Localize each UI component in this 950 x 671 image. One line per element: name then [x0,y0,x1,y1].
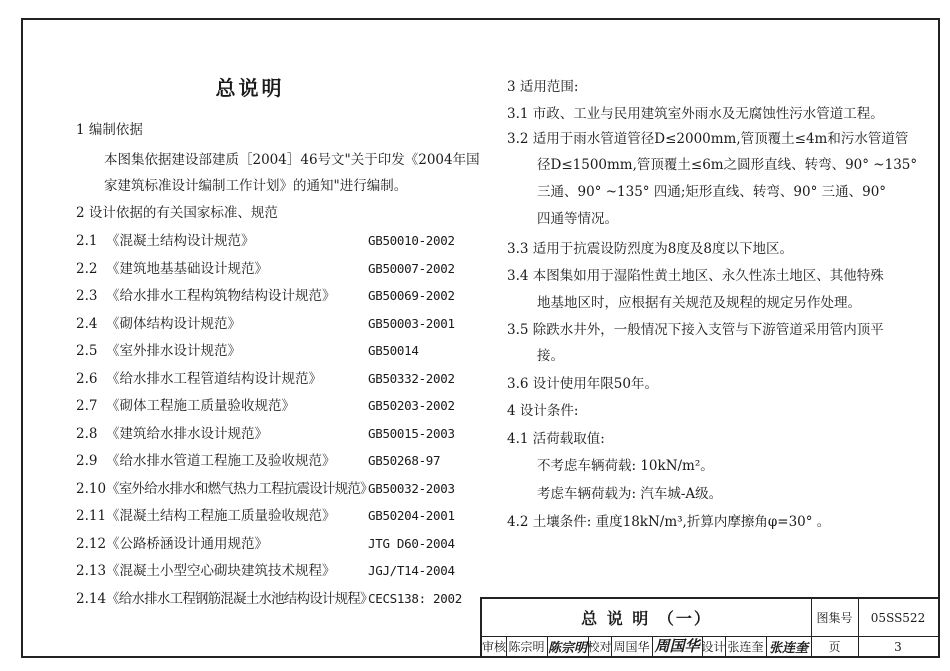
standard-code: CECS138: 2002 [368,590,462,606]
standard-name: 《混凝土小型空心砌块建筑技术规程》 [106,563,336,579]
standard-name: 《室外排水设计规范》 [106,343,241,359]
standard-code: GB50332-2002 [368,370,455,386]
standard-row [76,562,456,580]
standard-row [76,507,456,525]
reviewer-name: 陈宗明 [508,640,545,654]
section-1-text-line1: 本图集依据建设部建质［2004］46号文"关于印发《2004年国 [104,152,480,168]
standard-number: 2.3 [76,288,98,304]
standard-name: 《给水排水工程构筑物结构设计规范》 [106,288,336,304]
page-title: 总说明 [215,76,285,100]
standard-name: 《给水排水工程钢筋混凝土水池结构设计规程》 [106,590,373,607]
standard-code: GB50014 [368,343,419,358]
standard-code: JTG D60-2004 [368,535,455,551]
page-label: 页 [828,640,841,654]
standard-row [76,480,456,498]
standard-name: 《混凝土结构工程施工质量验收规范》 [106,508,336,524]
item-3-3: 3.3 适用于抗震设防烈度为8度及8度以下地区。 [507,241,793,257]
standard-number: 2.4 [76,315,98,332]
item-3-6: 3.6 设计使用年限50年。 [507,376,658,392]
section-3-heading: 3 适用范围: [507,79,579,95]
standard-name: 《建筑给水排水设计规范》 [106,425,268,442]
standard-number: 2.9 [76,453,98,469]
atlas-number: 05SS522 [870,610,926,625]
review-label: 审核 [482,640,507,654]
standard-row [76,452,456,470]
standard-code: GB50204-2001 [368,508,455,523]
standard-name: 《公路桥涵设计通用规范》 [106,535,268,552]
standard-code: GB50032-2003 [368,480,455,496]
standard-code: JGJ/T14-2004 [368,563,455,578]
page-number: 3 [894,639,902,654]
standard-row [76,287,456,305]
section-2-heading: 2 设计依据的有关国家标准、规范 [76,205,278,221]
item-3-2-line2: 径D≤1500mm,管顶覆土≤6m之圆形直线、转弯、90° ~135° [537,157,918,173]
standard-number: 2.14 [76,590,107,607]
item-3-2-line3: 三通、90° ~135° 四通;矩形直线、转弯、90° 三通、90° [537,184,887,200]
item-3-1: 3.1 市政、工业与民用建筑室外雨水及无腐蚀性污水管道工程。 [507,106,884,122]
standard-row [76,425,456,443]
item-4-1-b: 考虑车辆荷载为: 汽车城-A级。 [537,486,723,502]
standard-row [76,315,456,333]
designer-signature: 张连奎 [768,641,808,656]
standard-row [76,370,456,388]
standard-number: 2.7 [76,398,98,414]
standard-number: 2.13 [76,563,107,579]
standard-number: 2.5 [76,343,98,359]
standard-number: 2.1 [76,233,98,249]
standard-row [76,260,456,278]
atlas-label: 图集号 [816,611,853,625]
item-3-4-line2: 地基地区时，应根据有关规范及规程的规定另作处理。 [537,295,861,311]
drawing-title: 总 说 明 （一） [581,609,712,628]
item-3-5-line2: 接。 [537,348,564,364]
check-label: 校对 [587,640,612,654]
item-3-2-line4: 四通等情况。 [537,211,618,227]
standard-name: 《砌体结构设计规范》 [106,315,241,332]
item-4-2: 4.2 土壤条件: 重度18kN/m³,折算内摩擦角φ=30° 。 [507,514,831,530]
checker-name: 周国华 [613,640,650,654]
section-4-heading: 4 设计条件: [507,403,579,419]
standard-row [76,535,456,553]
standard-row [76,590,462,608]
item-4-1: 4.1 活荷载取值: [507,431,605,447]
item-3-4-line1: 3.4 本图集如用于湿陷性黄土地区、永久性冻土地区、其他特殊 [507,268,884,284]
standard-number: 2.6 [76,370,98,387]
section-1-text-line2: 家建筑标准设计编制工作计划》的通知"进行编制。 [104,178,408,194]
standard-name: 《给水排水工程管道结构设计规范》 [106,370,322,387]
reviewer-signature: 陈宗明 [547,641,587,656]
standard-number: 2.12 [76,535,107,552]
standard-name: 《混凝土结构设计规范》 [106,233,255,249]
title-block [480,597,938,657]
item-4-1-a: 不考虑车辆荷载: 10kN/m²。 [537,458,714,474]
section-1-heading: 1 编制依据 [76,122,143,138]
standard-code: GB50203-2002 [368,398,455,413]
standard-name: 《建筑地基基础设计规范》 [106,260,268,277]
designer-name: 张连奎 [727,640,764,654]
standard-number: 2.11 [76,508,107,524]
standard-code: GB50007-2002 [368,260,455,276]
checker-signature: 周国华 [654,637,700,655]
standard-name: 《室外给水排水和燃气热力工程抗震设计规范》 [106,480,373,497]
standard-number: 2.10 [76,480,107,497]
standard-code: GB50015-2003 [368,425,455,441]
standard-name: 《给水排水管道工程施工及验收规范》 [106,453,336,469]
design-label: 设计 [701,640,726,654]
standard-code: GB50010-2002 [368,233,455,248]
standard-code: GB50069-2002 [368,288,455,303]
standard-row [76,342,456,360]
item-3-2-line1: 3.2 适用于雨水管道管径D≤2000mm,管顶覆土≤4m和污水管道管 [507,131,909,147]
standard-name: 《砌体工程施工质量验收规范》 [106,398,295,414]
standard-code: GB50003-2001 [368,315,455,331]
standard-row [76,397,456,415]
standard-number: 2.2 [76,260,98,277]
standard-code: GB50268-97 [368,453,441,468]
standard-number: 2.8 [76,425,98,442]
standard-row [76,232,456,250]
item-3-5-line1: 3.5 除跌水井外，一般情况下接入支管与下游管道采用管内顶平 [507,322,884,338]
